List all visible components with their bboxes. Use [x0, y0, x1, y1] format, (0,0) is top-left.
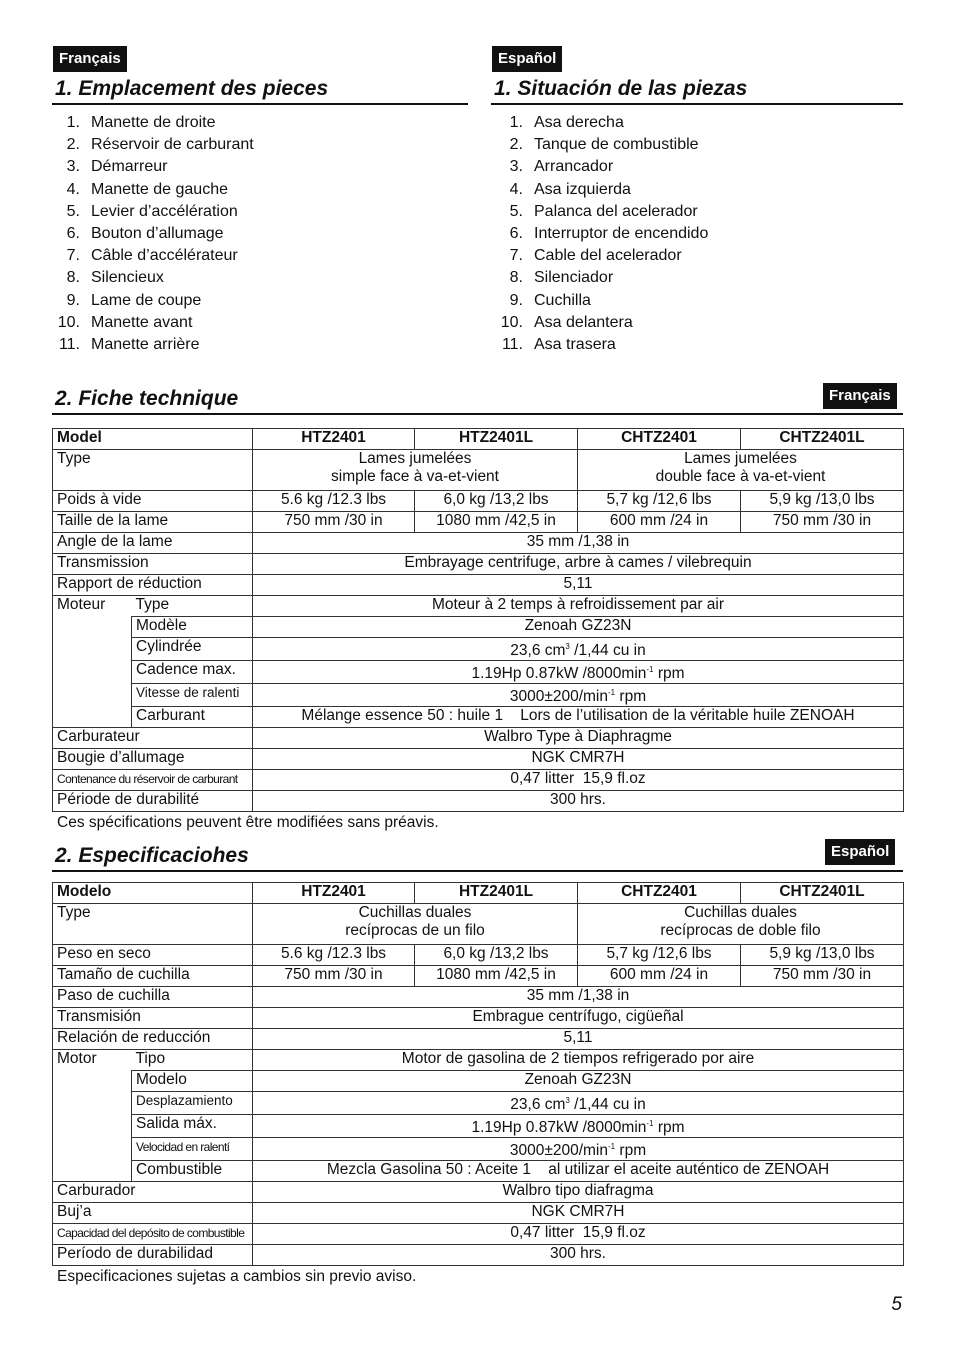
title-rule-spec-fr — [52, 413, 903, 415]
value-cell: 1.19Hp 0.87kW $/8000\min^{-1}$ rpm — [253, 1115, 904, 1138]
value-cell: 23,6 $cm^3$ /1,44 cu in — [253, 1092, 904, 1115]
row-label: Carburateur — [53, 728, 253, 749]
table-row — [53, 1115, 904, 1138]
row-label: Modèle — [132, 617, 253, 638]
table-row — [53, 1092, 904, 1115]
table-row — [53, 1182, 904, 1203]
value-cell: Walbro tipo diafragma — [253, 1182, 904, 1203]
table-row — [53, 491, 904, 512]
table-row — [53, 661, 904, 684]
row-label: Taille de la lame — [53, 512, 253, 533]
table-row — [53, 770, 904, 791]
header-cell: CHTZ2401 — [578, 429, 741, 450]
value-cell: Mezcla Gasolina 50 : Aceite 1 al utilizar el aceite auténtico de ZENOAH — [253, 1161, 904, 1182]
type-double-cell: Lames jumelées double face à va-et-vient — [578, 450, 904, 491]
row-label: Combustible — [132, 1161, 253, 1182]
row-label: Velocidad en ralentí — [132, 1138, 253, 1161]
type-single-cell: Lames jumelées simple face à va-et-vient — [253, 450, 578, 491]
row-label: Cadence max. — [132, 661, 253, 684]
table-row — [53, 1245, 904, 1266]
table-row — [53, 966, 904, 987]
row-label: Poids à vide — [53, 491, 253, 512]
table-row — [53, 987, 904, 1008]
row-label: Carburador — [53, 1182, 253, 1203]
value-cell: 5,9 kg /13,0 lbs — [741, 945, 904, 966]
list-item: 11. Manette arrière — [58, 335, 200, 353]
header-cell: HTZ2401 — [253, 429, 415, 450]
list-item: 10. Asa delantera — [500, 313, 633, 331]
row-label: Relación de reducción — [53, 1029, 253, 1050]
table-row — [53, 945, 904, 966]
table-row — [53, 1161, 904, 1182]
row-label: Période de durabilité — [53, 791, 253, 812]
value-cell: Embrayage centrifuge, arbre à cames / vilebrequin — [253, 554, 904, 575]
row-label: Contenance du réservoir de carburant — [53, 770, 253, 791]
title-rule-spec-es — [52, 870, 903, 872]
value-cell: 5,7 kg /12,6 lbs — [578, 491, 741, 512]
table-row — [53, 1138, 904, 1161]
list-item: 11. Asa trasera — [501, 335, 616, 353]
list-item: 1. Asa derecha — [509, 114, 624, 131]
language-tag-spanish: Español — [825, 839, 895, 865]
table-row — [53, 575, 904, 596]
table-row — [53, 512, 904, 533]
list-item: 3. Démarreur — [66, 158, 168, 176]
language-tag-french: Français — [53, 46, 127, 72]
value-cell: 5.6 kg /12.3 lbs — [253, 945, 415, 966]
value-cell: $3000\pm 200/\min^{-1}$ rpm — [253, 1138, 904, 1161]
table-row — [53, 728, 904, 749]
table-row — [53, 1008, 904, 1029]
section-title-parts-fr: 1. Emplacement des pieces — [55, 77, 329, 100]
table-row — [53, 1224, 904, 1245]
list-item: 6. Interruptor de encendido — [509, 224, 709, 242]
spec-note-es: Especificaciones sujetas a cambios sin previo aviso. — [57, 1268, 417, 1285]
parts-list-fr — [54, 112, 454, 356]
value-cell: 5,11 — [253, 575, 904, 596]
table-row — [53, 684, 904, 707]
value-cell: 600 mm /24 in — [578, 966, 741, 987]
value-cell: 5,11 — [253, 1029, 904, 1050]
value-cell: NGK CMR7H — [253, 749, 904, 770]
table-header-row — [53, 883, 904, 904]
list-item: 7. Cable del acelerador — [509, 247, 682, 265]
value-cell: 35 mm /1,38 in — [253, 987, 904, 1008]
header-cell: Modelo — [53, 883, 253, 904]
value-cell: 0,47 litter 15,9 fl.oz — [253, 1224, 904, 1245]
spec-table-es — [52, 882, 904, 1266]
table-row — [53, 617, 904, 638]
list-item: 9. Lame de coupe — [66, 291, 202, 309]
value-cell: 1080 mm /42,5 in — [415, 512, 578, 533]
header-cell: HTZ2401 — [253, 883, 415, 904]
table-row — [53, 1203, 904, 1224]
language-tag-spanish: Español — [492, 46, 562, 72]
row-label: Período de durabilidad — [53, 1245, 253, 1266]
row-label: Type — [53, 904, 253, 945]
value-cell: NGK CMR7H — [253, 1203, 904, 1224]
table-row — [53, 1071, 904, 1092]
value-cell: 750 mm /30 in — [253, 512, 415, 533]
list-item: 3. Arrancador — [509, 158, 614, 176]
list-item: 8. Silencieux — [66, 269, 164, 287]
list-item: 5. Palanca del acelerador — [509, 202, 698, 220]
list-item: 1. Manette de droite — [66, 114, 216, 131]
value-cell: Embrague centrífugo, cigüeñal — [253, 1008, 904, 1029]
section-title-spec-es: 2. Especificaciohes — [55, 844, 249, 867]
section-title-spec-fr: 2. Fiche technique — [55, 387, 239, 410]
row-label: Angle de la lame — [53, 533, 253, 554]
row-label: Type — [53, 450, 253, 491]
value-cell: 750 mm /30 in — [741, 512, 904, 533]
row-label: Salida máx. — [132, 1115, 253, 1138]
type-single-cell: Cuchillas duales recíprocas de un filo — [253, 904, 578, 945]
table-row — [53, 904, 904, 945]
value-cell: Zenoah GZ23N — [253, 617, 904, 638]
row-label: Bougie d’allumage — [53, 749, 253, 770]
table-row — [53, 450, 904, 491]
list-item: 6. Bouton d’allumage — [66, 224, 224, 242]
list-item: 4. Asa izquierda — [509, 180, 631, 198]
header-cell: CHTZ2401L — [741, 883, 904, 904]
list-item: 4. Manette de gauche — [66, 180, 228, 198]
value-cell: 5,9 kg /13,0 lbs — [741, 491, 904, 512]
value-cell: 5,7 kg /12,6 lbs — [578, 945, 741, 966]
row-label: Desplazamiento — [132, 1092, 253, 1115]
table-row — [53, 533, 904, 554]
row-label: Type — [132, 596, 253, 617]
list-item: 2. Tanque de combustible — [509, 136, 699, 154]
row-label: Cylindrée — [132, 638, 253, 661]
row-label: Carburant — [132, 707, 253, 728]
value-cell: Motor de gasolina de 2 tiempos refrigerado por aire — [253, 1050, 904, 1071]
value-cell: 300 hrs. — [253, 791, 904, 812]
spec-note-fr: Ces spécifications peuvent être modifiées sans préavis. — [57, 814, 439, 831]
spec-table-fr — [52, 428, 904, 812]
row-label: Tamaño de cuchilla — [53, 966, 253, 987]
value-cell: 1.19Hp 0.87kW $/8000\min^{-1}$ rpm — [253, 661, 904, 684]
row-group-label: Moteur — [53, 596, 132, 728]
value-cell: 1080 mm /42,5 in — [415, 966, 578, 987]
value-cell: 6,0 kg /13,2 lbs — [415, 491, 578, 512]
value-cell: 750 mm /30 in — [741, 966, 904, 987]
header-cell: CHTZ2401L — [741, 429, 904, 450]
page-number: 5 — [891, 1294, 902, 1315]
value-cell: 300 hrs. — [253, 1245, 904, 1266]
value-cell: 750 mm /30 in — [253, 966, 415, 987]
value-cell: 35 mm /1,38 in — [253, 533, 904, 554]
list-item: 8. Silenciador — [509, 269, 614, 287]
value-cell: 5.6 kg /12.3 lbs — [253, 491, 415, 512]
value-cell: $3000\pm 200/\min^{-1}$ rpm — [253, 684, 904, 707]
list-item: 9. Cuchilla — [509, 291, 591, 309]
table-row — [53, 596, 904, 617]
row-label: Paso de cuchilla — [53, 987, 253, 1008]
value-cell: Moteur à 2 temps à refroidissement par air — [253, 596, 904, 617]
row-label: Vitesse de ralenti — [132, 684, 253, 707]
list-item: 7. Câble d’accélérateur — [66, 247, 238, 265]
row-label: Modelo — [132, 1071, 253, 1092]
section-title-parts-es: 1. Situación de las piezas — [494, 77, 748, 100]
value-cell: 0,47 litter 15,9 fl.oz — [253, 770, 904, 791]
title-rule-fr — [52, 103, 468, 105]
value-cell: 23,6 $cm^3$ /1,44 cu in — [253, 638, 904, 661]
language-tag-french: Français — [823, 383, 897, 409]
row-label: Tipo — [132, 1050, 253, 1071]
list-item: 10. Manette avant — [57, 313, 193, 331]
header-cell: CHTZ2401 — [578, 883, 741, 904]
row-label: Capacidad del depósito de combustible — [53, 1224, 253, 1245]
value-cell: 600 mm /24 in — [578, 512, 741, 533]
table-row — [53, 791, 904, 812]
table-header-row — [53, 429, 904, 450]
table-row — [53, 707, 904, 728]
table-row — [53, 749, 904, 770]
value-cell: Zenoah GZ23N — [253, 1071, 904, 1092]
title-rule-es — [491, 103, 903, 105]
row-label: Transmission — [53, 554, 253, 575]
row-label: Transmisión — [53, 1008, 253, 1029]
header-cell: HTZ2401L — [415, 883, 578, 904]
table-row — [53, 638, 904, 661]
value-cell: Walbro Type à Diaphragme — [253, 728, 904, 749]
table-row — [53, 554, 904, 575]
list-item: 2. Réservoir de carburant — [66, 136, 254, 154]
parts-list-es — [497, 112, 897, 356]
table-row — [53, 1029, 904, 1050]
header-cell: HTZ2401L — [415, 429, 578, 450]
row-label: Buj’a — [53, 1203, 253, 1224]
type-double-cell: Cuchillas duales recíprocas de doble filo — [578, 904, 904, 945]
list-item: 5. Levier d’accélération — [66, 202, 238, 220]
header-cell: Model — [53, 429, 253, 450]
value-cell: Mélange essence 50 : huile 1 Lors de l’utilisation de la véritable huile ZENOAH — [253, 707, 904, 728]
table-row — [53, 1050, 904, 1071]
row-label: Peso en seco — [53, 945, 253, 966]
row-group-label: Motor — [53, 1050, 132, 1182]
row-label: Rapport de réduction — [53, 575, 253, 596]
value-cell: 6,0 kg /13,2 lbs — [415, 945, 578, 966]
